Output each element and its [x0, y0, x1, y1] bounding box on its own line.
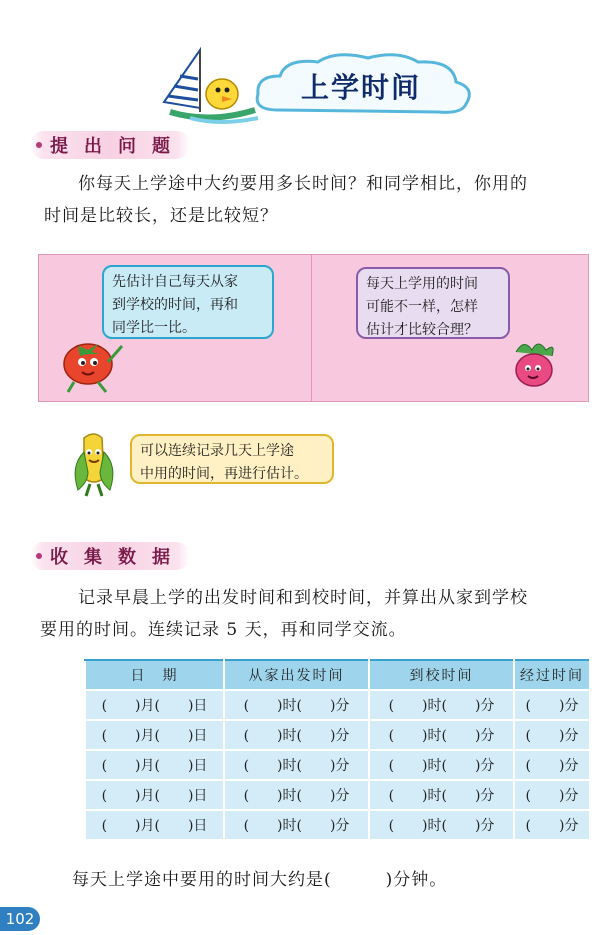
- cell-departure[interactable]: ( )时( )分: [224, 720, 369, 750]
- cell-elapsed[interactable]: ( )分: [514, 810, 590, 840]
- cell-elapsed[interactable]: ( )分: [514, 720, 590, 750]
- heading-dot: [36, 553, 42, 559]
- panel-divider: [311, 254, 312, 402]
- sailboat-chick-icon: [160, 46, 260, 126]
- header-departure: 从家出发时间: [224, 660, 369, 690]
- table-row: [85, 750, 590, 780]
- heading-char: 题: [152, 136, 170, 157]
- record-table: [84, 659, 591, 841]
- bubble-line: 可以连续记录几天上学途: [140, 443, 294, 459]
- bubble-line: 中用的时间，再进行估计。: [140, 466, 308, 482]
- heading-char: 数: [118, 547, 136, 568]
- corn-speech-bubble: [130, 434, 334, 484]
- cell-date[interactable]: ( )月( )日: [85, 750, 224, 780]
- table-header-row: [85, 660, 590, 690]
- cell-elapsed[interactable]: ( )分: [514, 750, 590, 780]
- cell-arrival[interactable]: ( )时( )分: [369, 810, 514, 840]
- bubble-line: 同学比一比。: [112, 320, 196, 336]
- cell-departure[interactable]: ( )时( )分: [224, 810, 369, 840]
- page-number-badge: 102: [0, 907, 40, 931]
- paragraph-line: 你每天上学途中大约要用多长时间？和同学相比，你用的: [78, 174, 528, 194]
- paragraph-line: 要用的时间。连续记录 5 天，再和同学交流。: [40, 620, 407, 640]
- bubble-line: 先估计自己每天从家: [112, 274, 238, 290]
- tomato-speech-bubble: [102, 265, 274, 339]
- bubble-line: 每天上学用的时间: [366, 276, 478, 292]
- cell-departure[interactable]: ( )时( )分: [224, 780, 369, 810]
- table-row: [85, 780, 590, 810]
- corn-character-icon: [64, 432, 124, 498]
- table-row: [85, 720, 590, 750]
- cell-arrival[interactable]: ( )时( )分: [369, 690, 514, 720]
- bubble-line: 到学校的时间，再和: [112, 297, 238, 313]
- section-heading-collect-data: [30, 542, 190, 570]
- cell-departure[interactable]: ( )时( )分: [224, 690, 369, 720]
- table-row: [85, 690, 590, 720]
- collect-paragraph: [40, 582, 596, 646]
- bubble-line: 估计才比较合理？: [366, 322, 478, 338]
- paragraph-line: 记录早晨上学的出发时间和到校时间，并算出从家到学校: [78, 588, 528, 608]
- heading-char: 问: [118, 136, 136, 157]
- header-date: 日 期: [85, 660, 224, 690]
- cell-date[interactable]: ( )月( )日: [85, 720, 224, 750]
- cell-elapsed[interactable]: ( )分: [514, 780, 590, 810]
- cell-arrival[interactable]: ( )时( )分: [369, 780, 514, 810]
- heading-char: 据: [152, 547, 170, 568]
- tomato-character-icon: [56, 334, 128, 394]
- heading-dot: [36, 142, 42, 148]
- conclusion-sentence: 每天上学途中要用的时间大约是( )分钟。: [72, 870, 448, 890]
- bubble-line: 可能不一样，怎样: [366, 299, 478, 315]
- page-title: 上学时间: [300, 71, 421, 104]
- paragraph-line: 时间是比较长，还是比较短？: [44, 206, 278, 226]
- cell-arrival[interactable]: ( )时( )分: [369, 720, 514, 750]
- cell-arrival[interactable]: ( )时( )分: [369, 750, 514, 780]
- heading-char: 提: [50, 136, 68, 157]
- cell-date[interactable]: ( )月( )日: [85, 780, 224, 810]
- heading-char: 集: [84, 547, 102, 568]
- header-elapsed: 经过时间: [514, 660, 590, 690]
- table-row: [85, 810, 590, 840]
- cell-date[interactable]: ( )月( )日: [85, 690, 224, 720]
- heading-char: 出: [84, 136, 102, 157]
- heading-char: 收: [50, 547, 68, 568]
- cell-date[interactable]: ( )月( )日: [85, 810, 224, 840]
- cell-departure[interactable]: ( )时( )分: [224, 750, 369, 780]
- question-paragraph: [44, 168, 596, 232]
- cell-elapsed[interactable]: ( )分: [514, 690, 590, 720]
- radish-speech-bubble: [356, 267, 510, 339]
- radish-character-icon: [506, 338, 560, 392]
- section-heading-ask-question: [30, 131, 190, 159]
- header-arrival: 到校时间: [369, 660, 514, 690]
